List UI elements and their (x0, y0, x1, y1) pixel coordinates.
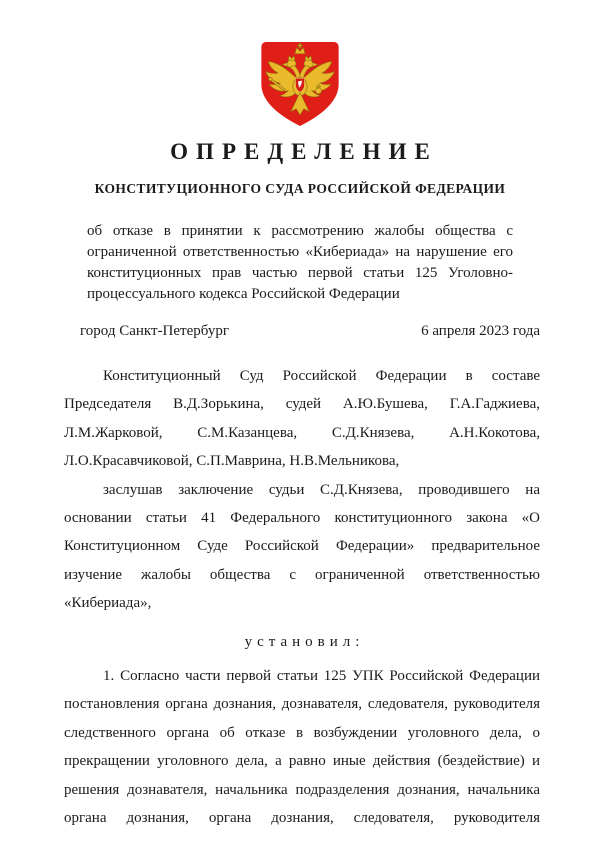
date-of-issue: 6 апреля 2023 года (421, 323, 540, 339)
place-of-issue: город Санкт-Петербург (80, 323, 229, 339)
paragraph-court-composition: Конституционный Суд Российской Федерации в составе Председателя В.Д.Зорькина, судей А.Ю.Бушева, Г.А.Гаджиева, Л.М.Жарковой, С.М.Казанцева, С.Д.Князева, А.Н.Кокотова, Л.О.Красавчиковой, С.П.Маврина, Н.В.Мельникова, (64, 368, 540, 470)
paragraph-judge-review: заслушав заключение судьи С.Д.Князева, проводившего на основании статьи 41 Федерального конституционного закона «О Конституционном Суде Российской Федерации» предварительное изучение жалобы общества с ограниченной ответственностью «Кибериада», (64, 481, 540, 612)
document-body (64, 362, 540, 833)
place-date-row (80, 320, 540, 342)
issuing-authority: КОНСТИТУЦИОННОГО СУДА РОССИЙСКОЙ ФЕДЕРАЦИИ (94, 181, 506, 196)
document-title: ОПРЕДЕЛЕНИЕ (170, 139, 438, 164)
russia-coat-of-arms-icon (258, 40, 342, 128)
case-summary: об отказе в принятии к рассмотрению жалобы общества с ограниченной ответственностью «Кибериада» на нарушение его конституционных прав частью первой статьи 125 Уголовно-процессуального кодекса Российской Федерации (87, 223, 513, 302)
paragraph-findings: 1. Согласно части первой статьи 125 УПК Российской Федерации постановления органа дознания, дознавателя, следователя, руководителя следственного органа об отказе в возбуждении уголовного дела, о прекращении уголовного дела, а равно иные действия (бездействие) и решения дознавателя, начальника подразделения дознания, начальника органа дознания, органа дознания, следователя, руководителя (64, 668, 540, 827)
ruling-word: установил: (244, 633, 365, 650)
